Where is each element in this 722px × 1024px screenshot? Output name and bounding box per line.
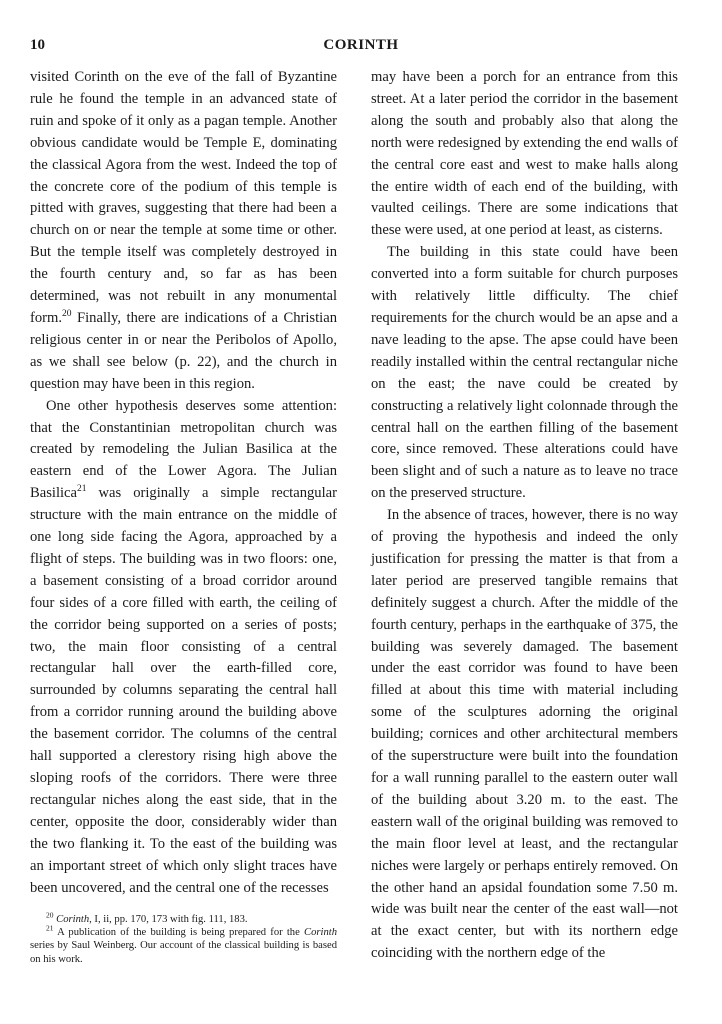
footnote-mark: 20 [46, 910, 54, 920]
right-column [371, 67, 678, 965]
paragraph-text: Finally, there are indications of a Christian religious center in or near the Peribolos of Apollo, as we shall see below (p. 22), and the church in question may have been in this region. [30, 309, 337, 392]
footnote-title: Corinth [304, 927, 337, 939]
footnote-text: , I, ii, pp. 170, 173 with fig. 111, 183. [89, 914, 248, 925]
left-column [30, 67, 337, 899]
footnote-ref-20[interactable]: 20 [62, 309, 72, 320]
paragraph [30, 67, 337, 396]
paragraph-text: One other hypothesis deserves some attention: that the Constantinian metropolitan church was created by remodeling the Julian Basilica at the eastern end of the Lower Agora. The Julian Basilica [30, 397, 337, 502]
footnote-21 [30, 923, 337, 966]
page-number: 10 [30, 37, 45, 53]
footnote-mark: 21 [46, 923, 54, 933]
paragraph-text: visited Corinth on the eve of the fall of Byzantine rule he found the temple in an advanced state of ruin and spoke of it only as a pagan temple. Another obvious candidate would be Temple E, dominating the classical Agora from the west. Indeed the top of the concrete core of the podium of this temple is pitted with graves, suggesting that there had been a church on or near the temple at some time or other. But the temple itself was completely destroyed in the fourth century and, so far as has been determined, was not rebuilt in any monumental form. [30, 69, 337, 326]
footnote-text: A publication of the building is being prepared for the [53, 927, 305, 939]
paragraph [30, 396, 337, 900]
footnote-text: series by Saul Weinberg. Our account of the classical building is based on his work. [30, 940, 337, 965]
footnote-20 [30, 910, 337, 926]
paragraph: The building in this state could have been converted into a form suitable for church purposes with relatively little difficulty. The chief requirements for the church would be an apse and a nave leading to the apse. The apse could have been readily installed within the central rectangular niche on the east; the nave could be created by constructing a relatively light colonnade through the central hall on the earthen filling of the basement core, since removed. These alterations could have been slight and of such a nature as to leave no trace on the preserved structure. [371, 244, 678, 502]
paragraph: may have been a porch for an entrance from this street. At a later period the corridor in the basement along the south and probably also that along the north were redesigned by extending the end walls of the central core east and west to make halls along the entire width of each end of the building, with vaulted ceilings. There are some indications that these were used, at one period at least, as cisterns. [371, 69, 678, 239]
paragraph: In the absence of traces, however, there is no way of proving the hypothesis and indeed the only justification for pressing the matter is that from a later period are preserved tangible remains that definitely suggest a church. After the middle of the fourth century, perhaps in the earthquake of 375, the building was severely damaged. The basement under the east corridor was found to have been filled at about this time with material including some of the sculptures adorning the original building; cornices and other architectural members of the superstructure were built into the foundation for a wall running parallel to the eastern outer wall of the building about 3.20 m. to the east. The eastern wall of the original building was removed to the main floor level at least, and the rectangular niches were largely or perhaps entirely removed. On the other hand an apsidal foundation some 7.50 m. wide was built near the center of the east wall—not at the exact center, but with its northern edge coinciding with the northern edge of the [371, 507, 678, 962]
footnote-title: Corinth [56, 914, 90, 925]
footnote-ref-21[interactable]: 21 [77, 484, 87, 495]
running-title: CORINTH [323, 37, 399, 53]
footnotes [30, 910, 337, 966]
paragraph-text: was originally a simple rectangular structure with the main entrance on the middle of one long side facing the Agora, approached by a flight of steps. The building was in two floors: one, a basement consisting of a broad corridor around four sides of a core filled with earth, the ceiling of the corridor being supported on a series of posts; two, the main floor consisting of a central rectangular hall over the earth-filled core, surrounded by columns separating the central hall from a corridor running around the building above the basement corridor. The columns of the central hall supported a clerestory rising high above the sloping roofs of the corridors. There were three rectangular niches along the east side, that in the center, opposite the door, considerably wider than the two flanking it. To the east of the building was an important street of which only slight traces have been uncovered, and the central one of the recesses [30, 485, 337, 896]
